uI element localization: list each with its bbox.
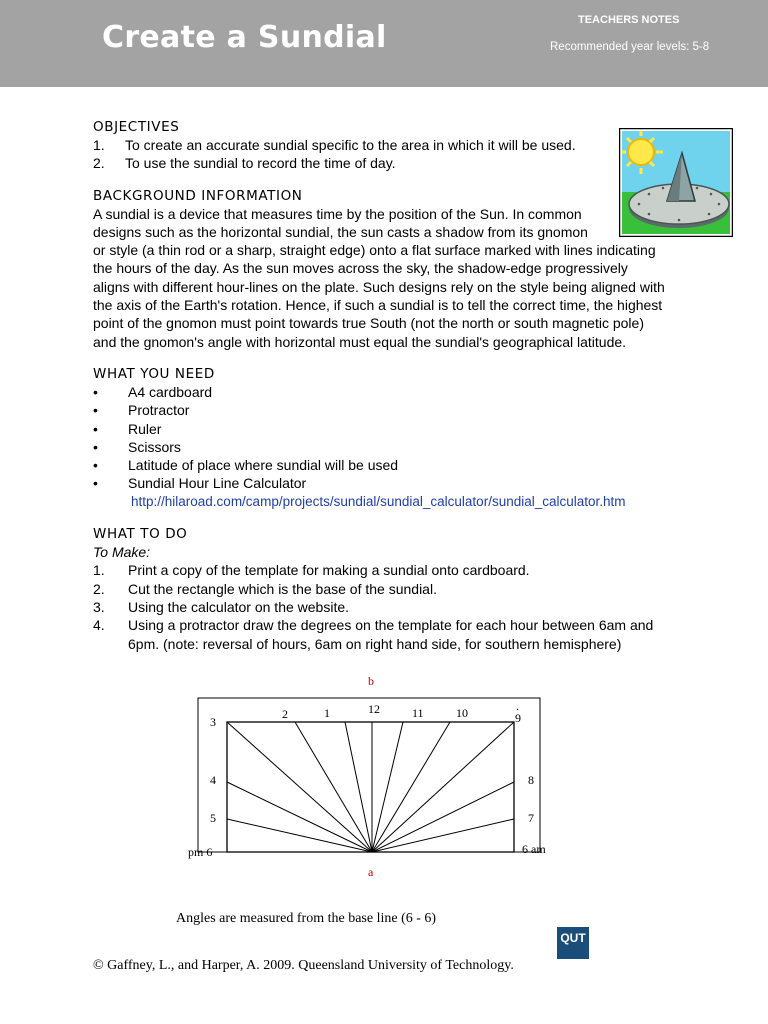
hour-label: 4 xyxy=(210,773,216,787)
list-text: Print a copy of the template for making a sundial onto cardboard. xyxy=(128,562,530,579)
objectives-list xyxy=(93,136,693,173)
hour-label: 1 xyxy=(324,706,330,720)
objectives-heading: OBJECTIVES xyxy=(93,119,180,135)
hour-label: 3 xyxy=(210,715,216,729)
list-item: • Sundial Hour Line Calculator xyxy=(93,474,693,492)
hour-label: 5 xyxy=(210,811,216,825)
list-item xyxy=(93,154,693,172)
list-item xyxy=(93,561,693,579)
list-item xyxy=(93,616,693,653)
page-title: Create a Sundial xyxy=(102,20,387,55)
label-a: a xyxy=(368,865,374,879)
year-levels-label: Recommended year levels: 5-8 xyxy=(550,41,710,53)
list-text: To create an accurate sundial specific to the area in which it will be used. xyxy=(125,137,576,153)
list-text: To use the sundial to record the time of day. xyxy=(125,155,396,172)
paragraph-line: A sundial is a device that measures time by the position of the Sun. In common xyxy=(93,205,582,222)
list-text: Using a protractor draw the degrees on the template for each hour between 6am and xyxy=(128,617,654,634)
hour-label: 10 xyxy=(456,706,468,720)
list-item xyxy=(93,136,693,154)
diagram-caption: Angles are measured from the base line (6 - 6) xyxy=(176,911,437,926)
qut-logo-text: QUT xyxy=(560,931,586,945)
paragraph-line: aligns with different hour-lines on the plate. Such designs rely on the style being aligned with xyxy=(93,278,665,295)
hour-label: 7 xyxy=(528,811,534,825)
qut-logo xyxy=(557,927,589,959)
list-text: Using the calculator on the website. xyxy=(128,598,350,615)
content-body xyxy=(93,118,693,653)
hour-label: 2 xyxy=(282,707,288,721)
paragraph-line: or style (a thin rod or a sharp, straight edge) onto a flat surface marked with lines indicating xyxy=(93,242,656,259)
hour-label: 12 xyxy=(368,702,380,716)
hour-label: 9 xyxy=(515,711,521,725)
list-number: 2. xyxy=(93,155,105,172)
list-number: 4. xyxy=(93,617,105,634)
what-to-do-heading: WHAT TO DO xyxy=(93,526,188,543)
list-number: 1. xyxy=(93,137,105,153)
steps-list xyxy=(93,561,693,652)
list-item: • Protractor xyxy=(93,401,693,419)
list-number: 1. xyxy=(93,562,105,579)
what-you-need-heading: WHAT YOU NEED xyxy=(93,365,215,382)
list-item: • Latitude of place where sundial will be used xyxy=(93,456,693,474)
paragraph-line: and the gnomon's angle with horizontal must equal the sundial's geographical latitude. xyxy=(93,333,627,350)
list-text: Cut the rectangle which is the base of the sundial. xyxy=(128,580,437,597)
what-you-need-section xyxy=(93,365,693,511)
what-to-do-section xyxy=(93,525,693,653)
list-text: 6pm. (note: reversal of hours, 6am on right hand side, for southern hemisphere) xyxy=(128,635,622,652)
to-make-subheading: To Make: xyxy=(93,544,151,561)
list-item xyxy=(93,580,693,598)
background-section xyxy=(93,187,693,351)
sundial-template-diagram xyxy=(180,670,570,885)
list-number: 2. xyxy=(93,580,105,597)
paragraph-line: the axis of the Earth's rotation. Hence, if such a sundial is to tell the correct time, the highest xyxy=(93,297,663,314)
hour-label: 8 xyxy=(528,773,534,787)
materials-list xyxy=(93,383,693,493)
list-item: • Scissors xyxy=(93,438,693,456)
list-item: • A4 cardboard xyxy=(93,383,693,401)
header-bar xyxy=(0,0,768,87)
background-paragraph xyxy=(93,205,693,351)
pm-6-label: pm 6 xyxy=(188,845,213,859)
dot-mark: . xyxy=(516,699,519,713)
list-item xyxy=(93,598,693,616)
paragraph-line: designs such as the horizontal sundial, the sun casts a shadow from its gnomon xyxy=(93,223,588,240)
background-heading: BACKGROUND INFORMATION xyxy=(93,187,303,204)
label-b: b xyxy=(368,674,374,688)
list-item: • Ruler xyxy=(93,420,693,438)
am-6-label: 6 am xyxy=(522,842,546,856)
hour-label: 11 xyxy=(412,706,424,720)
objectives-section xyxy=(93,118,693,173)
paragraph-line: point of the gnomon must point towards true South (not the north or south magnetic pole) xyxy=(93,315,644,332)
list-number: 3. xyxy=(93,598,105,615)
teachers-notes-label: TEACHERS NOTES xyxy=(578,14,680,26)
calculator-link[interactable]: http://hilaroad.com/camp/projects/sundial/sundial_calculator/sundial_calculator.htm xyxy=(131,493,626,509)
sundial-base-rectangle xyxy=(227,722,514,852)
copyright-notice: © Gaffney, L., and Harper, A. 2009. Queensland University of Technology. xyxy=(93,958,514,973)
paragraph-line: the hours of the day. As the sun moves across the sky, the shadow-edge progressively xyxy=(93,260,628,277)
